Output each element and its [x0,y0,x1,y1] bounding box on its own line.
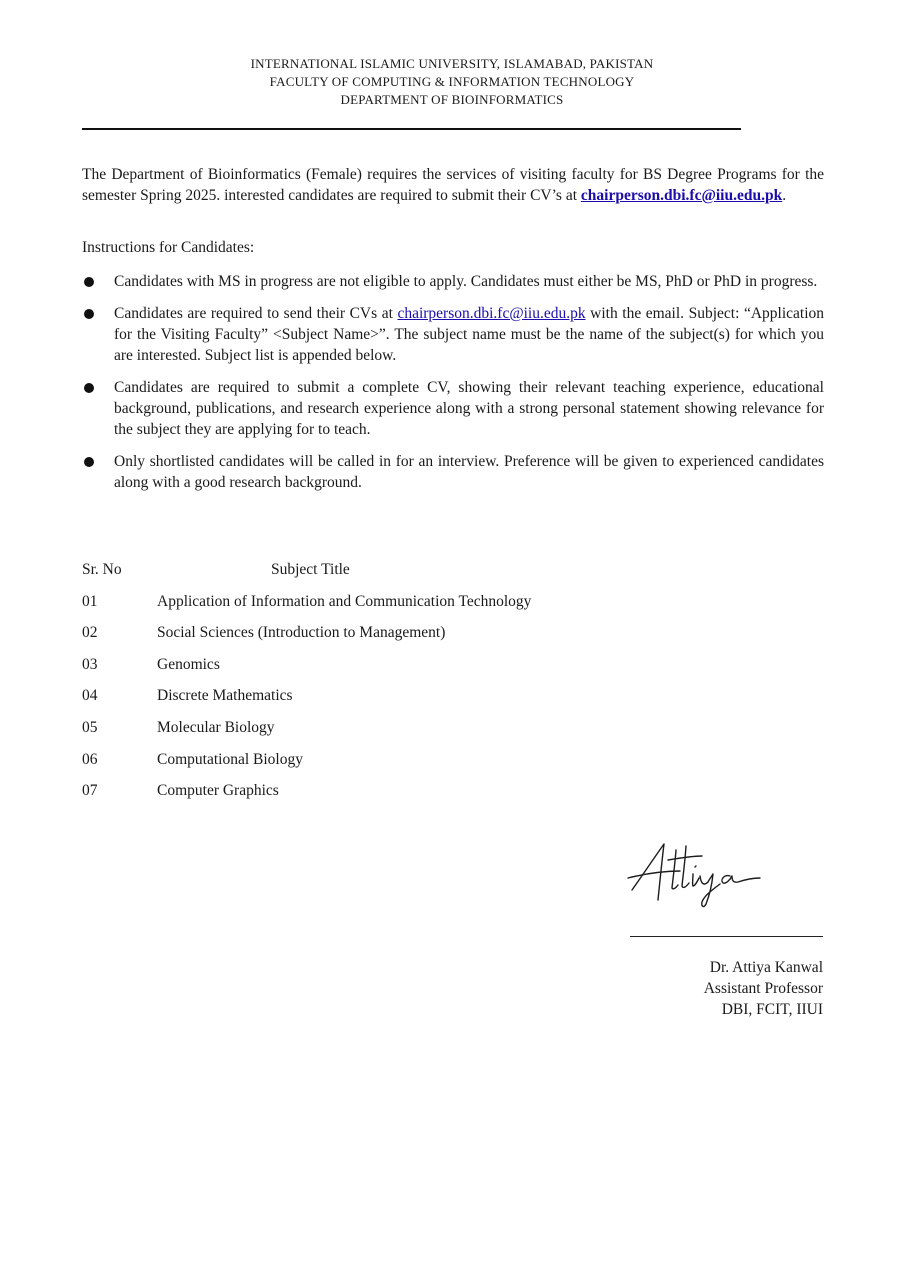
table-row [82,622,682,654]
bullet-icon [84,309,94,319]
row-subject-title: Social Sciences (Introduction to Management) [157,624,446,642]
university-name: INTERNATIONAL ISLAMIC UNIVERSITY, ISLAMABAD, PAKISTAN [250,56,654,71]
signatory-block [704,957,823,1020]
bullet-text-continued: with the email. Subject: “Application for the Visiting Faculty” <Subject Name>”. The subject name must be the name of the subject(s) for which you are interested. Subject list is appended below. [114,305,824,364]
row-sr-no: 07 [82,782,98,800]
instructions-list [82,271,824,504]
row-subject-title: Computational Biology [157,750,303,768]
signatory-name: Dr. Attiya Kanwal [709,959,823,976]
row-subject-title: Genomics [157,655,220,673]
row-subject-title: Computer Graphics [157,782,279,800]
table-row [82,749,682,781]
intro-text-end: . [782,187,787,204]
bullet-icon [84,457,94,467]
bullet-icon [84,383,94,393]
bullet-text: Only shortlisted candidates will be called in for an interview. Preference will be given to experienced candidates along with a good research background. [114,453,824,491]
table-row [82,780,682,812]
signatory-designation: Assistant Professor [703,980,823,997]
department-name: DEPARTMENT OF BIOINFORMATICS [340,92,564,107]
bullet-text: Candidates with MS in progress are not eligible to apply. Candidates must either be MS, PhD or PhD in progress. [114,273,818,290]
bullet-email-link[interactable]: chairperson.dbi.fc@iiu.edu.pk [397,305,586,322]
table-row [82,685,682,717]
row-subject-title: Molecular Biology [157,718,275,736]
intro-paragraph [82,164,824,206]
list-item [82,451,824,493]
row-sr-no: 01 [82,592,98,610]
intro-text: The Department of Bioinformatics (Female) requires the services of visiting faculty for BS Degree Programs for the semester Spring 2025. interested candidates are required to submit their CV’s at [82,166,824,204]
signature-line [630,936,823,937]
table-row [82,654,682,686]
row-sr-no: 06 [82,750,98,768]
bullet-text: Candidates are required to send their CVs at [114,305,398,322]
header-divider [82,128,741,130]
table-header-row [82,559,682,591]
table-row [82,717,682,749]
faculty-name: FACULTY OF COMPUTING & INFORMATION TECHNOLOGY [269,74,635,89]
row-sr-no: 04 [82,687,98,705]
row-sr-no: 03 [82,655,98,673]
handwritten-signature [620,838,780,913]
bullet-icon [84,277,94,287]
row-subject-title: Discrete Mathematics [157,687,293,705]
row-subject-title: Application of Information and Communication Technology [157,592,532,610]
list-item [82,271,824,292]
row-sr-no: 02 [82,624,98,642]
table-row [82,591,682,623]
subjects-table [82,559,682,812]
row-sr-no: 05 [82,718,98,736]
letterhead [0,55,904,109]
intro-email-link[interactable]: chairperson.dbi.fc@iiu.edu.pk [580,187,783,204]
instructions-heading: Instructions for Candidates: [82,239,255,256]
list-item [82,303,824,366]
signatory-affiliation: DBI, FCIT, IIUI [721,1001,823,1018]
header-subject-title: Subject Title [271,561,350,578]
header-sr-no: Sr. No [82,561,122,578]
bullet-text: Candidates are required to submit a complete CV, showing their relevant teaching experience, educational background, publications, and research experience along with a strong personal statement showing relevance for the subject they are applying for to teach. [114,379,824,438]
list-item [82,377,824,440]
